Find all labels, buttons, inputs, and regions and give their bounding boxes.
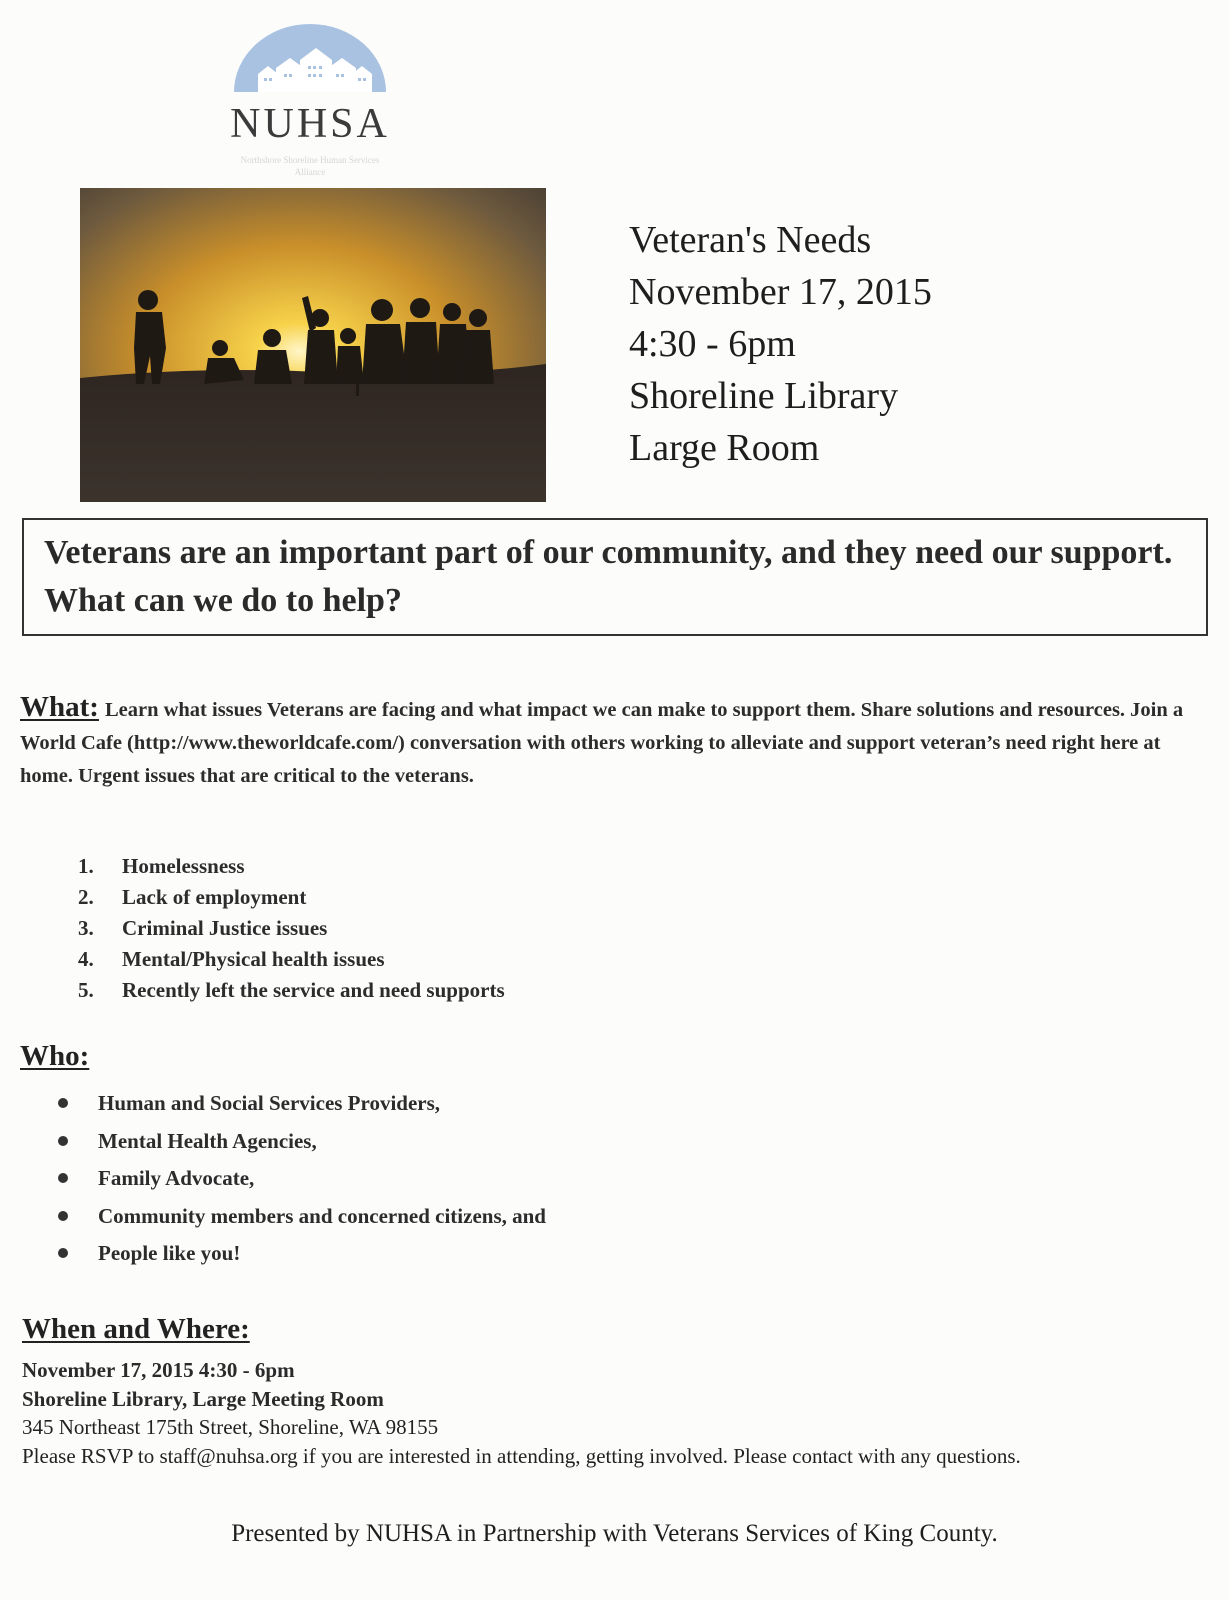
event-title: Veteran's Needs xyxy=(629,219,872,261)
list-item: 5. Recently left the service and need supports xyxy=(78,978,505,1002)
list-item: People like you! xyxy=(58,1235,546,1273)
callout-box xyxy=(22,518,1208,636)
list-item: 4. Mental/Physical health issues xyxy=(78,947,385,971)
when-datetime: November 17, 2015 4:30 - 6pm xyxy=(22,1358,295,1382)
when-location: Shoreline Library, Large Meeting Room xyxy=(22,1386,384,1411)
list-item: 1. Homelessness xyxy=(78,854,245,878)
what-heading: What: xyxy=(20,691,99,723)
logo-tagline: Northshore Shoreline Human Services Alliance xyxy=(240,155,380,177)
nuhsa-logo xyxy=(220,22,400,182)
bullet-icon xyxy=(58,1211,68,1221)
when-details xyxy=(22,1356,1212,1470)
event-details xyxy=(629,214,932,474)
list-item: Community members and concerned citizens, and xyxy=(58,1198,546,1236)
who-heading: Who: xyxy=(20,1040,90,1072)
soldiers-sunset-photo xyxy=(80,188,546,502)
event-venue: Shoreline Library xyxy=(629,375,899,417)
list-item: Mental Health Agencies, xyxy=(58,1123,546,1161)
event-date: November 17, 2015 xyxy=(629,271,932,313)
when-heading: When and Where: xyxy=(22,1313,250,1345)
event-room: Large Room xyxy=(629,427,820,469)
logo-wordmark: NUHSA xyxy=(230,101,390,147)
soldiers-silhouette-image xyxy=(80,188,546,502)
list-item: Human and Social Services Providers, xyxy=(58,1085,546,1123)
what-section xyxy=(20,691,1218,793)
list-item: Family Advocate, xyxy=(58,1160,546,1198)
callout-text: Veterans are an important part of our community, and they need our support. What can we do to help? xyxy=(44,534,1173,619)
bullet-icon xyxy=(58,1136,68,1146)
what-body: Learn what issues Veterans are facing and what impact we can make to support them. Share solutions and resources. Join a World Cafe (http://www.theworldcafe.com/) conversation with others working to alleviate and support veteran’s need right here at home. Urgent issues that are critical to the veterans. xyxy=(20,699,1184,787)
house-skyline-icon xyxy=(220,22,400,102)
footer-credit: Presented by NUHSA in Partnership with Veterans Services of King County. xyxy=(231,1520,998,1547)
rsvp-text: Please RSVP to staff@nuhsa.org if you are interested in attending, getting involved. Please contact with any questions. xyxy=(22,1443,1021,1468)
list-item: 3. Criminal Justice issues xyxy=(78,916,328,940)
event-time: 4:30 - 6pm xyxy=(629,323,796,365)
when-address: 345 Northeast 175th Street, Shoreline, WA 98155 xyxy=(22,1415,439,1439)
list-item: 2. Lack of employment xyxy=(78,885,307,909)
bullet-icon xyxy=(58,1173,68,1183)
bullet-icon xyxy=(58,1098,68,1108)
who-list xyxy=(58,1085,546,1273)
issues-list xyxy=(78,851,505,1006)
bullet-icon xyxy=(58,1248,68,1258)
